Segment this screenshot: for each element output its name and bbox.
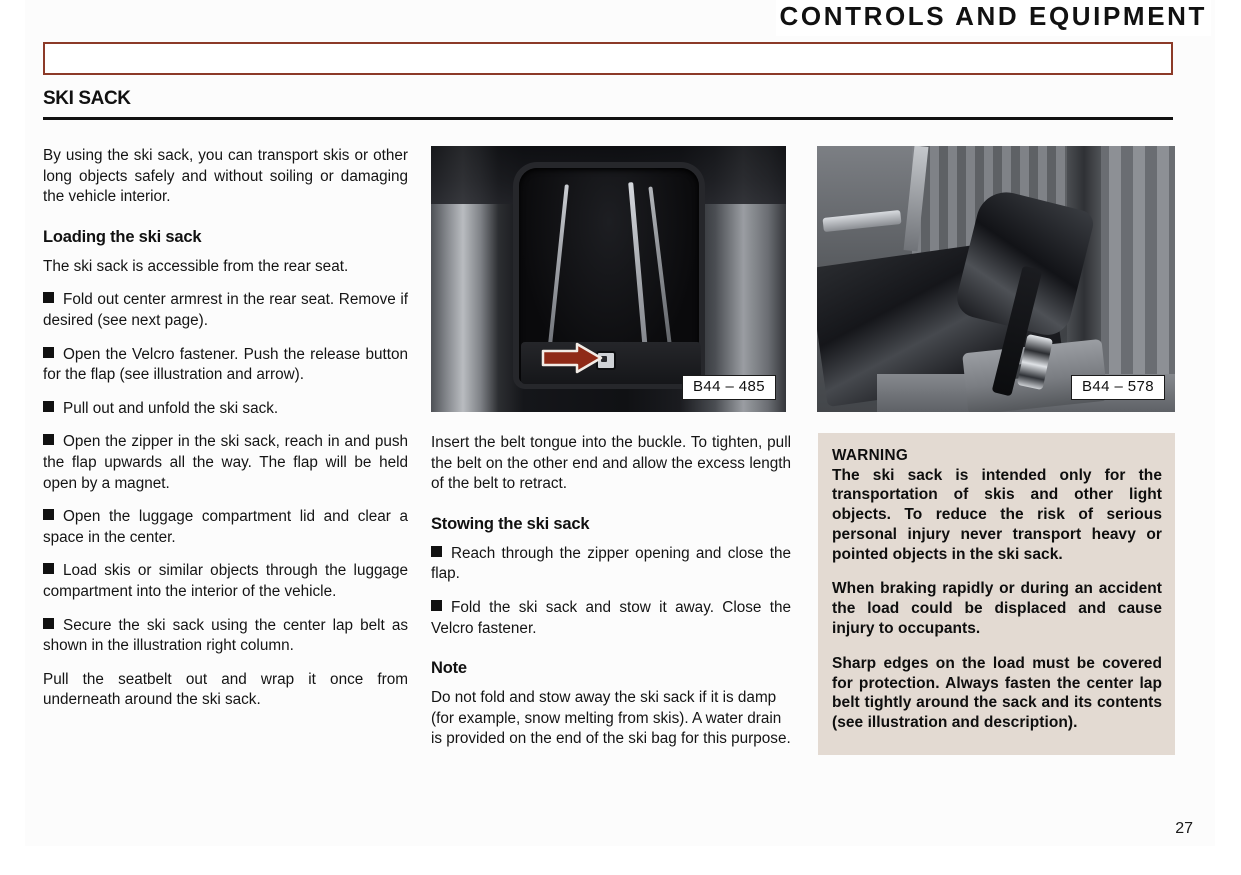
bullet-square-icon <box>43 347 54 358</box>
warning-paragraph: The ski sack is intended only for the transportation of skis and other light objects. To reduce the risk of serious personal injury never transport heavy or pointed objects in the ski sack. <box>832 466 1162 563</box>
list-item-text: Fold out center armrest in the rear seat. Remove if desired (see next page). <box>43 291 408 329</box>
red-arrow-icon <box>541 342 603 374</box>
warning-paragraph: Sharp edges on the load must be covered for protection. Always fasten the center lap belt tightly around the sack and its contents (see illustration and description). <box>832 654 1162 732</box>
belt-instruction-paragraph: Insert the belt tongue into the buckle. To tighten, pull the belt on the other end and allow the excess length of the belt to retract. <box>431 434 791 493</box>
warning-paragraph: When braking rapidly or during an accident the load could be displaced and cause injury to occupants. <box>832 580 1162 638</box>
subheading-loading: Loading the ski sack <box>43 227 202 246</box>
section-title: SKI SACK <box>43 88 131 109</box>
list-item <box>431 544 791 585</box>
list-item-text: Secure the ski sack using the center lap belt as shown in the illustration right column. <box>43 616 408 655</box>
left-text-column <box>43 146 408 724</box>
lead-paragraph: The ski sack is accessible from the rear seat. <box>43 257 349 275</box>
header-rule-box <box>43 42 1173 75</box>
bullet-square-icon <box>431 546 442 557</box>
list-item-text: Fold the ski sack and stow it away. Close the Velcro fastener. <box>431 598 791 637</box>
bullet-square-icon <box>43 563 54 574</box>
list-item <box>43 561 408 602</box>
warning-box <box>818 433 1175 755</box>
bullet-square-icon <box>43 618 54 629</box>
bullet-square-icon <box>43 292 54 303</box>
list-item <box>431 598 791 639</box>
photo-caption-label: B44 – 485 <box>682 375 776 400</box>
warning-title: WARNING <box>832 447 909 464</box>
page-number: 27 <box>1175 820 1193 837</box>
list-item <box>43 507 408 548</box>
list-item-text: Load skis or similar objects through the luggage compartment into the interior of the vehicle. <box>43 562 408 600</box>
list-item-text: Open the Velcro fastener. Push the release button for the flap (see illustration and arrow). <box>43 345 408 384</box>
list-item-text: Reach through the zipper opening and close the flap. <box>431 544 791 583</box>
bullet-square-icon <box>43 434 54 445</box>
closing-paragraph: Pull the seatbelt out and wrap it once from underneath around the ski sack. <box>43 670 408 709</box>
subheading-note: Note <box>431 659 467 678</box>
bullet-square-icon <box>43 509 54 520</box>
middle-text-column <box>431 433 791 763</box>
photo-rear-seat-ski-sack <box>817 146 1175 412</box>
bullet-square-icon <box>43 401 54 412</box>
page-header-title: CONTROLS AND EQUIPMENT <box>776 0 1211 36</box>
note-paragraph: Do not fold and stow away the ski sack if it is damp (for example, snow melting from skis). A water drain is provided on the end of the ski bag for this purpose. <box>431 689 791 748</box>
photo-caption-label: B44 – 578 <box>1071 375 1165 400</box>
list-item <box>43 616 408 657</box>
photo-ski-sack-flap <box>431 146 786 412</box>
list-item <box>43 432 408 494</box>
list-item <box>43 399 408 420</box>
list-item <box>43 345 408 386</box>
intro-paragraph: By using the ski sack, you can transport skis or other long objects safely and without soiling or damaging the vehicle interior. <box>43 147 408 206</box>
list-item-text: Open the luggage compartment lid and clear a space in the center. <box>43 508 408 546</box>
list-item-text: Open the zipper in the ski sack, reach in and push the flap upwards all the way. The flap will be held open by a magnet. <box>43 433 408 492</box>
list-item-text: Pull out and unfold the ski sack. <box>63 399 279 417</box>
manual-page <box>25 0 1215 846</box>
section-divider <box>43 117 1173 120</box>
subheading-stowing: Stowing the ski sack <box>431 514 590 533</box>
bullet-square-icon <box>431 600 442 611</box>
list-item <box>43 290 408 331</box>
